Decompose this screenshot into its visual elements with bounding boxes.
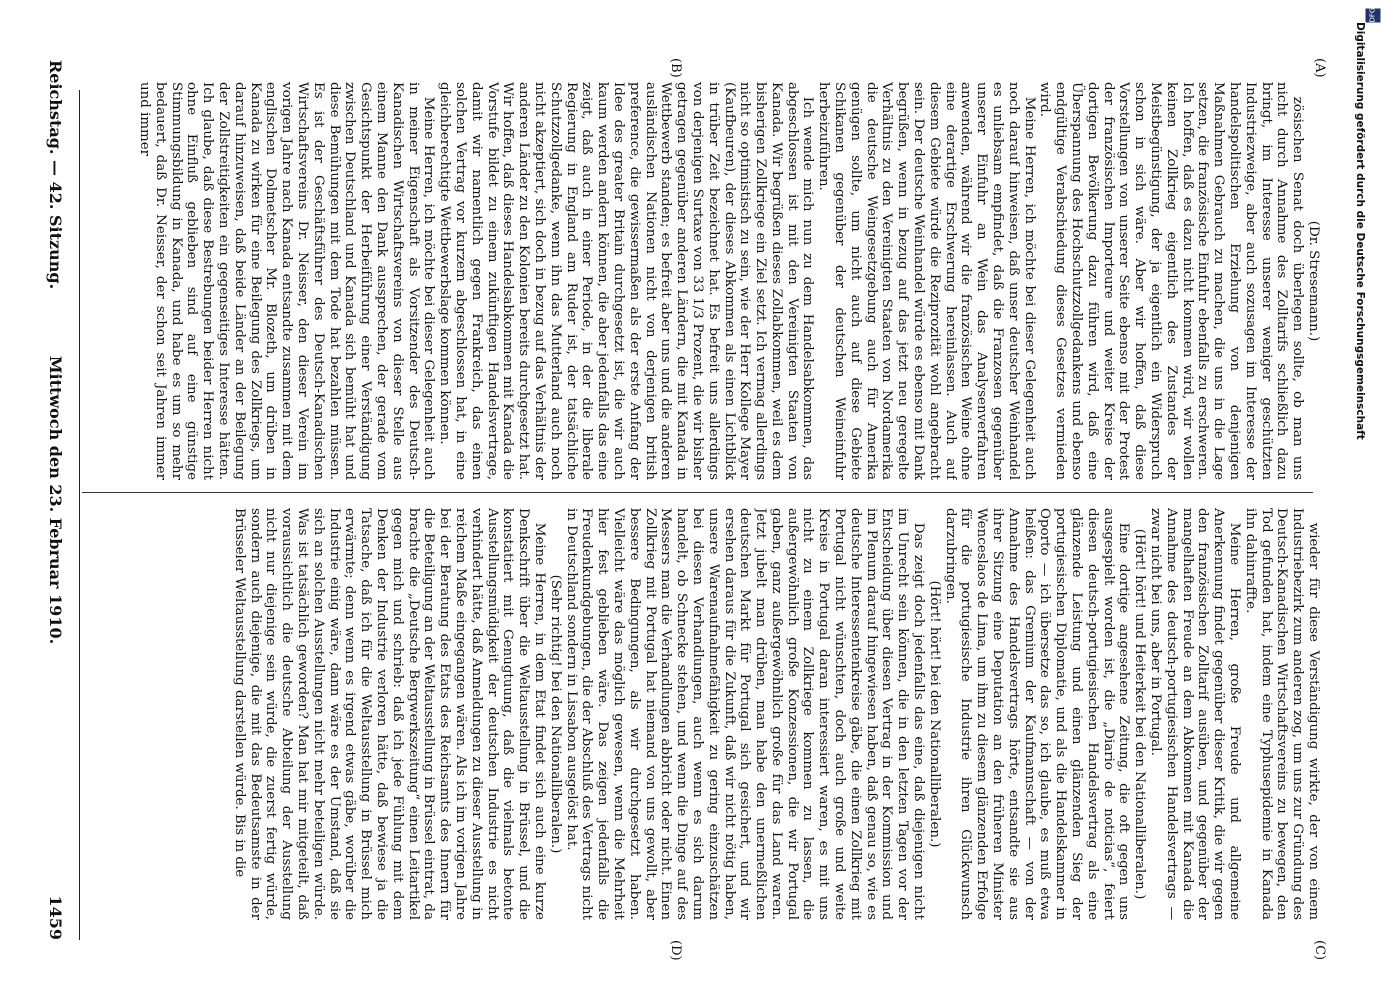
digitization-text: Digitalisierung gefördert durch die Deutsche Forschungsgemeinschaft — [1354, 22, 1366, 440]
page-number: 1459 — [46, 895, 65, 940]
header-date: Mittwoch den 23. Februar 1910. — [46, 355, 65, 645]
header-left: Reichstag. — 42. Sitzung. — [46, 60, 65, 290]
left-column — [90, 82, 1321, 480]
paragraph: Eine dortige angesehene Zeitung, die oft gegen uns ausgespielt worden ist, die „Diario de noticias“, feiert diesen deutsch-portugiesischen Handelsvertrag als eine glänzende Leistung und einen glänzenden Sieg der portugiesischen Diplomatie, und als die Handelskammer in Oporto — ich übersetze das so, ich glaube, es muß etwa heißen: das Gremium der Kaufmannschaft — von der Annahme des Handelsvertrags hörte, entsandte sie aus ihrer Sitzung eine Deputation an den früheren Minister Wenceslaos de Lima, um ihm zu diesem glänzenden Erfolge für die portugiesische Industrie ihren Glückwunsch darzubringen. — [942, 508, 1132, 920]
paragraph: (Dr. Stresemann.) — [1306, 220, 1321, 342]
paragraph: (Hört! hört! und Heiterkeit bei den Nationalliberalen.) — [1132, 528, 1148, 900]
margin-marker-d: (D) — [668, 940, 683, 961]
paragraph: wieder für diese Verständigung wirkte, der von einem Industriebezirk zum anderen zog, um uns zur Gründung des Deutsch-Kanadischen Wirtschaftsvereins zu bewegen, den Tod gefunden hat, indem eine Typhusepidemie in Kanada ihn dahinraffte. — [1242, 508, 1321, 920]
digitization-note — [1354, 22, 1366, 440]
margin-marker-b: (B) — [668, 58, 683, 78]
column-divider — [82, 492, 1313, 493]
running-header — [35, 60, 65, 940]
margin-marker-a: (A) — [1312, 58, 1327, 78]
dfg-label: DFG — [1368, 7, 1377, 23]
paragraph: Meine Herren, große Freude und allgemeine Anerkennung findet gegenüber dieser Kritik, die wir gegen den französischen Zolltarif ausüben, und gegenüber der mangelhaften Freude an dem Abkommen mit Kanada die Annahme des deutsch-portugiesischen Handelsvertrags — zwar nicht bei uns, aber in Portugal. — [1148, 508, 1243, 920]
paragraph: Das zeigt doch jedenfalls das eine, daß diejenigen nicht im Unrecht sein können, die in den letzten Tagen vor der Entscheidung über diesen Vertrag in der Kommission und im Plenum darauf hingewiesen haben, daß genau so, wie es deutsche Interessentenkreise gäbe, die einen Zollkrieg mit Portugal nicht wünschten, doch auch große und weite Kreise in Portugal daran interessiert waren, es mit uns nicht zu einem Zollkriege kommen zu lassen, die außergewöhnlich große Konzessionen, die wir Portugal gaben, ganz außergewöhnlich große für das Land waren. Jetzt jubelt man drüben, man habe den unermeßlichen deutschen Markt für Portugal sich gesichert, und wir ersehen daraus für die Zukunft, daß wir nicht nötig haben, unsere Warenaufnahmefähigkeit zu gering einzuschätzen bei diesen Verhandlungen, auch wenn es sich darum handelt, ob Schnecke stehen, und wenn die Dinge auf des Messers man die Verhandlungen abbricht oder nicht. Einen Zollkrieg mit Portugal hat niemand von uns gewollt, aber bessere Bedingungen, als wir durchgesetzt haben. Vielleicht wäre das möglich gewesen, wenn die Mehrheit hier fest geblieben wäre. Das zeigen jedenfalls die Freudenkundgebungen, die der Abschluß des Vertrags nicht in Deutschland sondern in Lissabon ausgelöst hat. — [563, 508, 927, 920]
margin-marker-c: (C) — [1312, 940, 1327, 961]
paragraph: Meine Herren, ich möchte bei dieser Gelegenheit auch in meiner Eigenschaft als Vorsitzender des Deutsch-Kanadischen Wirtschaftsvereins von dieser Stelle aus einem Manne den Dank aussprechen, der gerade vom Gesichtspunkt der Herbeiführung einer Verständigung zwischen Deutschland und Kanada sich bemüht hat und diese Bemühungen mit dem Tode hat bezahlen müssen. Es ist der Geschäftsführer des Deutsch-Kanadischen Wirtschaftsvereins Dr. Neisser, den dieser Verein im vorigen Jahre nach Kanada entsandte zusammen mit dem englischen Dolmetscher Mr. Blozeth, um drüben in Kanada zu wirken für eine Beilegung des Zollkriegs, um darauf hinzuweisen, daß beide Länder an der Beilegung der Zollstreitigkeiten ein gegenseitiges Interesse hätten. Ich glaube, daß diese Bestrebungen beider Herren nicht ohne Einfluß geblieben sind auf eine günstige Stimmungsbildung in Kanada, und habe es um so mehr bedauert, daß Dr. Neisser, der schon seit Jahren immer und immer — [137, 82, 437, 480]
paragraph: (Hört! hört! bei den Nationalliberalen.) — [926, 580, 942, 848]
paragraph: (Sehr richtig! bei den Nationalliberalen.) — [547, 574, 563, 854]
right-column — [90, 508, 1321, 920]
header-rule — [79, 90, 80, 940]
paragraph: Meine Herren, in dem Etat findet sich auch eine kurze Denkschrift über die Weltausstellung in Brüssel, und die konstatiert mit Genugtuung, daß die vielmals betonte Ausstellungsmüdigkeit der deutschen Industrie es nicht verhindert hätte, daß Anmeldungen zu dieser Ausstellung in reichem Maße eingegangen wären. Als ich im vorigen Jahre bei der Beratung des Etats des Reichsamts des Innern für die Beteiligung an der Weltausstellung in Brüssel eintrat, da brachte die „Deutsche Bergwerkszeitung“ einen Leitartikel gegen mich und schrieb: daß ich jede Fühlung mit dem Denken der Industrie verloren hätte, daß bewiese ja die Tatsache, daß ich für die Weltausstellung in Brüssel mich erwärmte; denn wenn es irgend etwas gäbe, worüber die Industrie einig wäre, dann wäre es der Umstand, daß sie sich an solchen Ausstellungen nicht mehr beteiligen würde. Was ist tatsächlich geworden? Man hat mir mitgeteilt, daß voraussichtlich die deutsche Abteilung der Ausstellung nicht nur diejenige sein würde, die zuerst fertig würde, sondern auch diejenige, die mit das Bedeutsamste in der Brüsseler Weltausstellung darstellen würde. Bis in die — [231, 508, 547, 920]
paragraph: zösischen Senat doch überlegen sollte, ob man uns nicht durch Annahme des Zolltarifs schließlich dazu bringt, im Interesse unserer weniger geschützten Industriezweige, aber auch sozusagen im Interesse der handelspolitischen Erziehung von denjenigen Maßnahmen Gebrauch zu machen, die uns in die Lage setzen, die französische Einfuhr ebenfalls zu erschweren. Ich hoffen, daß es dazu nicht kommen wird, wir wollen keinen Zollkrieg eigentlich des Zustandes der Meistbegünstigung, der ja eigentlich ein Widerspruch schon in sich wäre. Aber wir hoffen, daß diese Vorstellungen von unserer Seite ebenso mit der Protest der französischen Importeure und weiter Kreise der dortigen Bevölkerung dazu führen wird, daß eine Überspannung des Hochschutzzollgedankens und ebenso endgültige Verabschiedung dieses Gesetzes vermieden wird. — [1037, 82, 1306, 480]
dfg-logo — [1366, 9, 1381, 23]
paragraph: Ich wende mich nun zu dem Handelsabkommen, das abgeschlossen ist mit den Vereinigten Staaten von Kanada. Wir begrüßen dieses Zollabkommen, weil es dem bisherigen Zollkriege ein Ziel setzt. Ich vermag allerdings nicht so optimistisch zu sein, wie der Herr Kollege Mayer (Kaufbeuren), der dieses Abkommen als einen Lichtblick in trüber Zeit bezeichnet hat. Es befreit uns allerdings von derjenigen Surtaxe von 33 1/3 Prozent, die wir bisher getragen gegenüber anderen Ländern, die mit Kanada in Wettbewerb standen; es befreit aber uns und die anderen ausländischen Nationen nicht von derjenigen british preference, die gewissermaßen als der erste Anfang der Idee des greater Britain durchgesetzt ist, die wir auch kaum werden andern können, die aber jedenfalls das eine zeigt, daß auch in einer Periode, in der die liberale Regierung in England am Ruder ist, der tatsächliche Schutzzollgedanke, wenn ihn das Mutterland auch noch nicht akzeptiert, sich doch in bezug auf das Verhältnis der anderen Länder zu den Kolonien bereits durchgesetzt hat. Wir hoffen, daß dieses Handelsabkommen mit Kanada die Vorstufe bildet zu einem zukünftigen Handelsvertrage, damit wir namentlich gegen Frankreich, das einen solchen Vertrag vor kurzem abgeschlossen hat, in eine gleichberechtigte Wettbewerbslage kommen können. — [437, 82, 816, 480]
paragraph: Meine Herren, ich möchte bei dieser Gelegenheit auch noch darauf hinweisen, daß unser deutscher Weinhandel es unliebsam empfindet, daß die Franzosen gegenüber unserer Einfuhr an Wein das Analysenverfahren anwenden, während wir die französischen Weine ohne eine derartige Erschwerung hereinlassen. Auch auf diesem Gebiete würde die Reziprozität wohl angebracht sein. Der deutsche Weinhandel würde es ebenso mit Dank begrüßen, wenn in bezug auf das jetzt neu geregelte Verhältnis zu den Vereinigten Staaten von Nordamerika die deutsche Weingesetzgebung auch für Amerika genügen sollte, um nicht auch auf diese Gebiete Schikanen gegenüber der deutschen Weineinfuhr herbeizuführen. — [816, 82, 1037, 480]
